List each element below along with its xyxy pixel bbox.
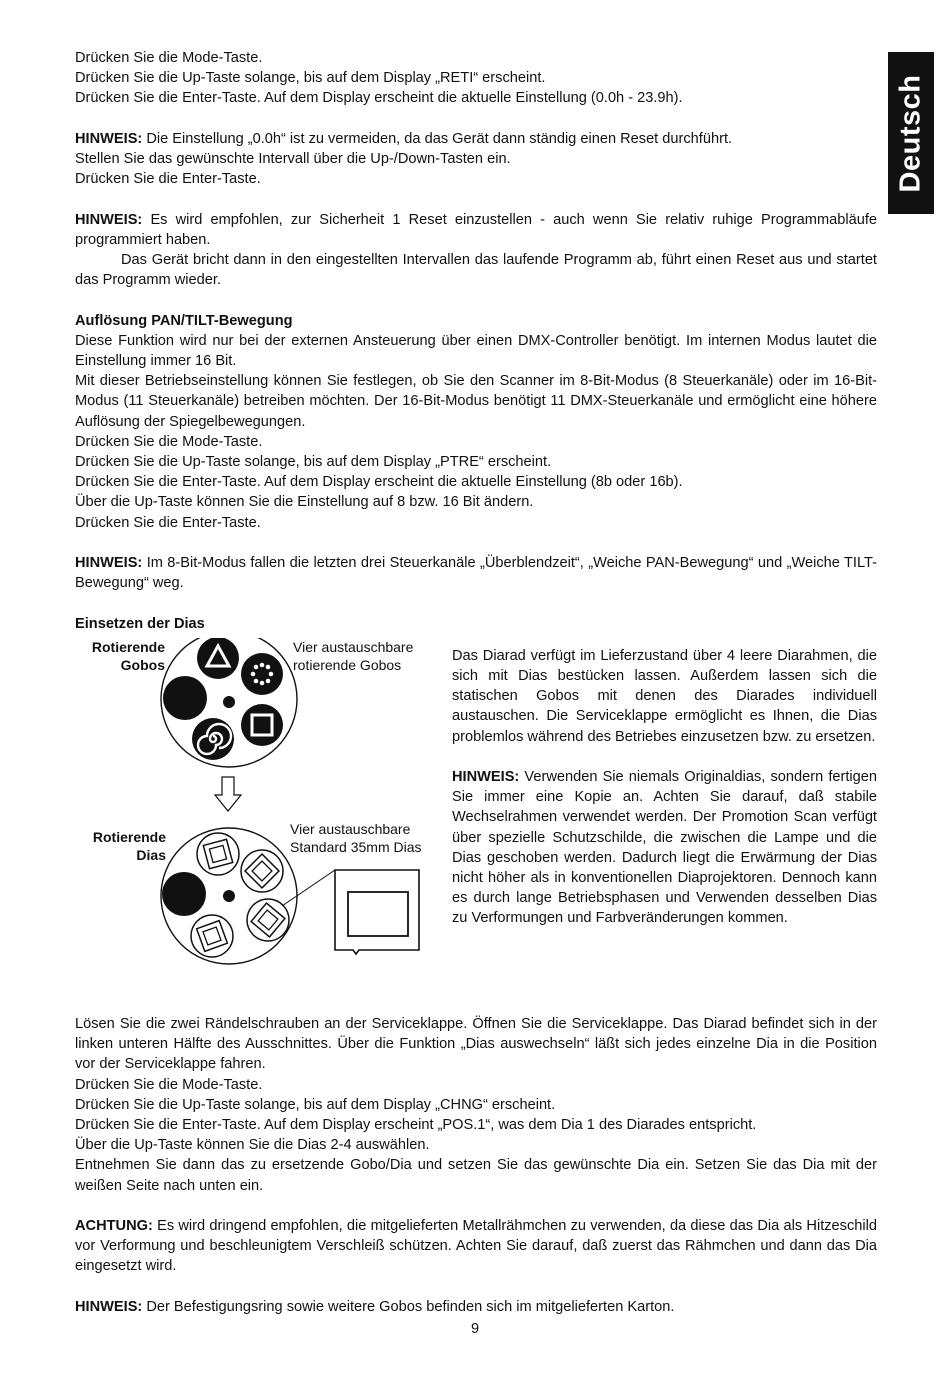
page-content xyxy=(75,48,877,1317)
section-heading-pan-tilt: Auflösung PAN/TILT-Bewegung xyxy=(75,312,293,329)
note-label: HINWEIS: xyxy=(75,1298,143,1315)
wheel-diagram xyxy=(75,638,445,994)
note-label: HINWEIS: xyxy=(75,555,143,572)
note-text: Verwenden Sie niemals Originaldias, sondern fertigen Sie immer eine Kopie an. Achten Sie darauf, daß stabile Wechselrahmen verwendet werden. Der Promotion Scan verfügt über spezielle Schutzschilde, die zwischen die Lampe und die Dias geschoben werden. Dadurch liegt die Erwärmung der Dias nicht höher als in konventionellen Diaprojektoren. Dennoch kann es durch lange Betriebsphasen und Verwenden desselben Dias zu Verformungen und Farbveränderungen kommen. xyxy=(452,769,877,927)
label-rotating-gobos: Rotierende Gobos xyxy=(91,638,165,673)
instruction-line: Über die Up-Taste können Sie die Einstellung auf 8 bzw. 16 Bit ändern. xyxy=(75,494,534,511)
wheel-center-hole xyxy=(223,890,235,902)
paragraph-remove: Entnehmen Sie dann das zu ersetzende Gobo/Dia und setzen Sie das gewünschte Dia ein. Setzen Sie das Dia mit der weißen Seite nach unten ein. xyxy=(75,1157,877,1194)
warning-metal-frames xyxy=(75,1216,877,1277)
instruction-line: Drücken Sie die Enter-Taste. Auf dem Display erscheint die aktuelle Einstellung (0.0h - 23.9h). xyxy=(75,90,683,107)
note-label: HINWEIS: xyxy=(75,211,143,228)
warning-text: Es wird dringend empfohlen, die mitgelieferten Metallrähmchen zu verwenden, da diese das Dia als Hitzeschild vor Verformung und beschleunigtem Verschleiß schützen. Achten Sie darauf, daß zuerst das Rähmchen und dann das Dia eingesetzt wird. xyxy=(75,1218,877,1275)
note-label: HINWEIS: xyxy=(452,769,520,786)
note-label: HINWEIS: xyxy=(75,130,143,147)
paragraph-service: Lösen Sie die zwei Rändelschrauben an der Serviceklappe. Öffnen Sie die Serviceklappe. Das Diarad befindet sich in der linken unteren Hälfte des Ausschnittes. Über die Funktion „Dias auswechseln“ läßt sich jedes einzelne Dia in die Position vor der Serviceklappe fahren. xyxy=(75,1016,877,1073)
slide-35mm xyxy=(335,870,419,954)
slide-holder xyxy=(197,833,239,875)
label-four-slides: Vier austauschbare Standard 35mm Dias xyxy=(290,820,422,855)
note-text: Es wird empfohlen, zur Sicherheit 1 Reset einzustellen - auch wenn Sie relativ ruhige Programmabläufe programmiert haben. xyxy=(75,211,877,248)
note-8bit xyxy=(75,553,877,593)
paragraph-reset: Das Gerät bricht dann in den eingestellten Intervallen das laufende Programm ab, führt einen Reset aus und startet das Programm wieder. xyxy=(75,252,877,289)
gobo-triangle xyxy=(197,638,239,679)
instruction-line: Stellen Sie das gewünschte Intervall über die Up-/Down-Tasten ein. xyxy=(75,151,511,167)
instruction-line: Drücken Sie die Enter-Taste. Auf dem Display erscheint „POS.1“, was dem Dia 1 des Diarades entspricht. xyxy=(75,1117,757,1134)
note-text: Die Einstellung „0.0h“ ist zu vermeiden, da das Gerät dann ständig einen Reset durchführt. xyxy=(142,130,733,147)
label-four-gobos: Vier austauschbare rotierende Gobos xyxy=(293,638,414,673)
section-heading-dias: Einsetzen der Dias xyxy=(75,615,205,632)
instruction-line: Über die Up-Taste können Sie die Dias 2-4 auswählen. xyxy=(75,1137,430,1154)
dias-figure-area xyxy=(75,638,877,994)
paragraph: Das Diarad verfügt im Lieferzustand über 4 leere Diarahmen, die sich mit Dias bestücken lassen. Außerdem lassen sich die statischen Gobos mit denen des Diarades individuell austauschen. Die Serviceklappe ermöglicht es Ihnen, die Dias problemlos während des Betriebes einzusetzen bzw. zu ersetzen. xyxy=(452,647,877,745)
note-mounting-ring xyxy=(75,1297,877,1317)
gobo-spiral xyxy=(192,718,234,760)
gobo-square xyxy=(241,704,283,746)
instruction-line: Drücken Sie die Mode-Taste. xyxy=(75,50,263,66)
open-position xyxy=(162,872,206,916)
warning-label: ACHTUNG: xyxy=(75,1218,153,1235)
paragraph: Diese Funktion wird nur bei der externen Ansteuerung über einen DMX-Controller benötigt. Im internen Modus lautet die Einstellung immer 16 Bit. xyxy=(75,332,877,369)
note-original-slides xyxy=(452,767,877,929)
paragraph: Mit dieser Betriebseinstellung können Sie festlegen, ob Sie den Scanner im 8-Bit-Modus (8 Steuerkanäle) oder im 16-Bit-Modus (11 Steuerkanäle) betreiben möchten. Der 16-Bit-Modus benötigt 11 DMX-Steuerkanäle und ermöglicht eine höhere Auflösung der Spiegelbewegungen. xyxy=(75,373,877,430)
label-rotating-slides: Rotierende Dias xyxy=(92,828,166,863)
dias-description xyxy=(452,646,877,929)
instruction-line: Drücken Sie die Enter-Taste. xyxy=(75,514,261,531)
note-reset-zero xyxy=(75,129,877,149)
language-tab-label: Deutsch xyxy=(894,74,927,192)
instruction-line: Drücken Sie die Up-Taste solange, bis auf dem Display „RETI“ erscheint. xyxy=(75,70,546,87)
slide-holder xyxy=(191,915,233,957)
instruction-line: Drücken Sie die Up-Taste solange, bis auf dem Display „CHNG“ erscheint. xyxy=(75,1096,556,1113)
note-text: Der Befestigungsring sowie weitere Gobos befinden sich im mitgelieferten Karton. xyxy=(142,1298,675,1315)
slide-holder xyxy=(241,850,283,892)
language-tab xyxy=(888,52,934,214)
note-text: Im 8-Bit-Modus fallen die letzten drei Steuerkanäle „Überblendzeit“, „Weiche PAN-Bewegung“ und „Weiche TILT-Bewegung“ weg. xyxy=(75,555,877,592)
instruction-line: Drücken Sie die Up-Taste solange, bis auf dem Display „PTRE“ erscheint. xyxy=(75,454,552,471)
gobo-dots xyxy=(241,653,283,695)
instruction-line: Drücken Sie die Enter-Taste. Auf dem Display erscheint die aktuelle Einstellung (8b oder 16b). xyxy=(75,474,683,491)
instruction-line: Drücken Sie die Mode-Taste. xyxy=(75,1076,263,1093)
gobo-wheel-figure xyxy=(75,638,445,994)
instruction-line: Drücken Sie die Enter-Taste. xyxy=(75,171,261,188)
wheel-center-hole xyxy=(223,696,235,708)
page-number: 9 xyxy=(470,1321,480,1337)
arrow-down-icon xyxy=(215,777,241,811)
open-position xyxy=(163,676,207,720)
note-reset-recommend xyxy=(75,210,877,250)
instruction-line: Drücken Sie die Mode-Taste. xyxy=(75,433,263,450)
